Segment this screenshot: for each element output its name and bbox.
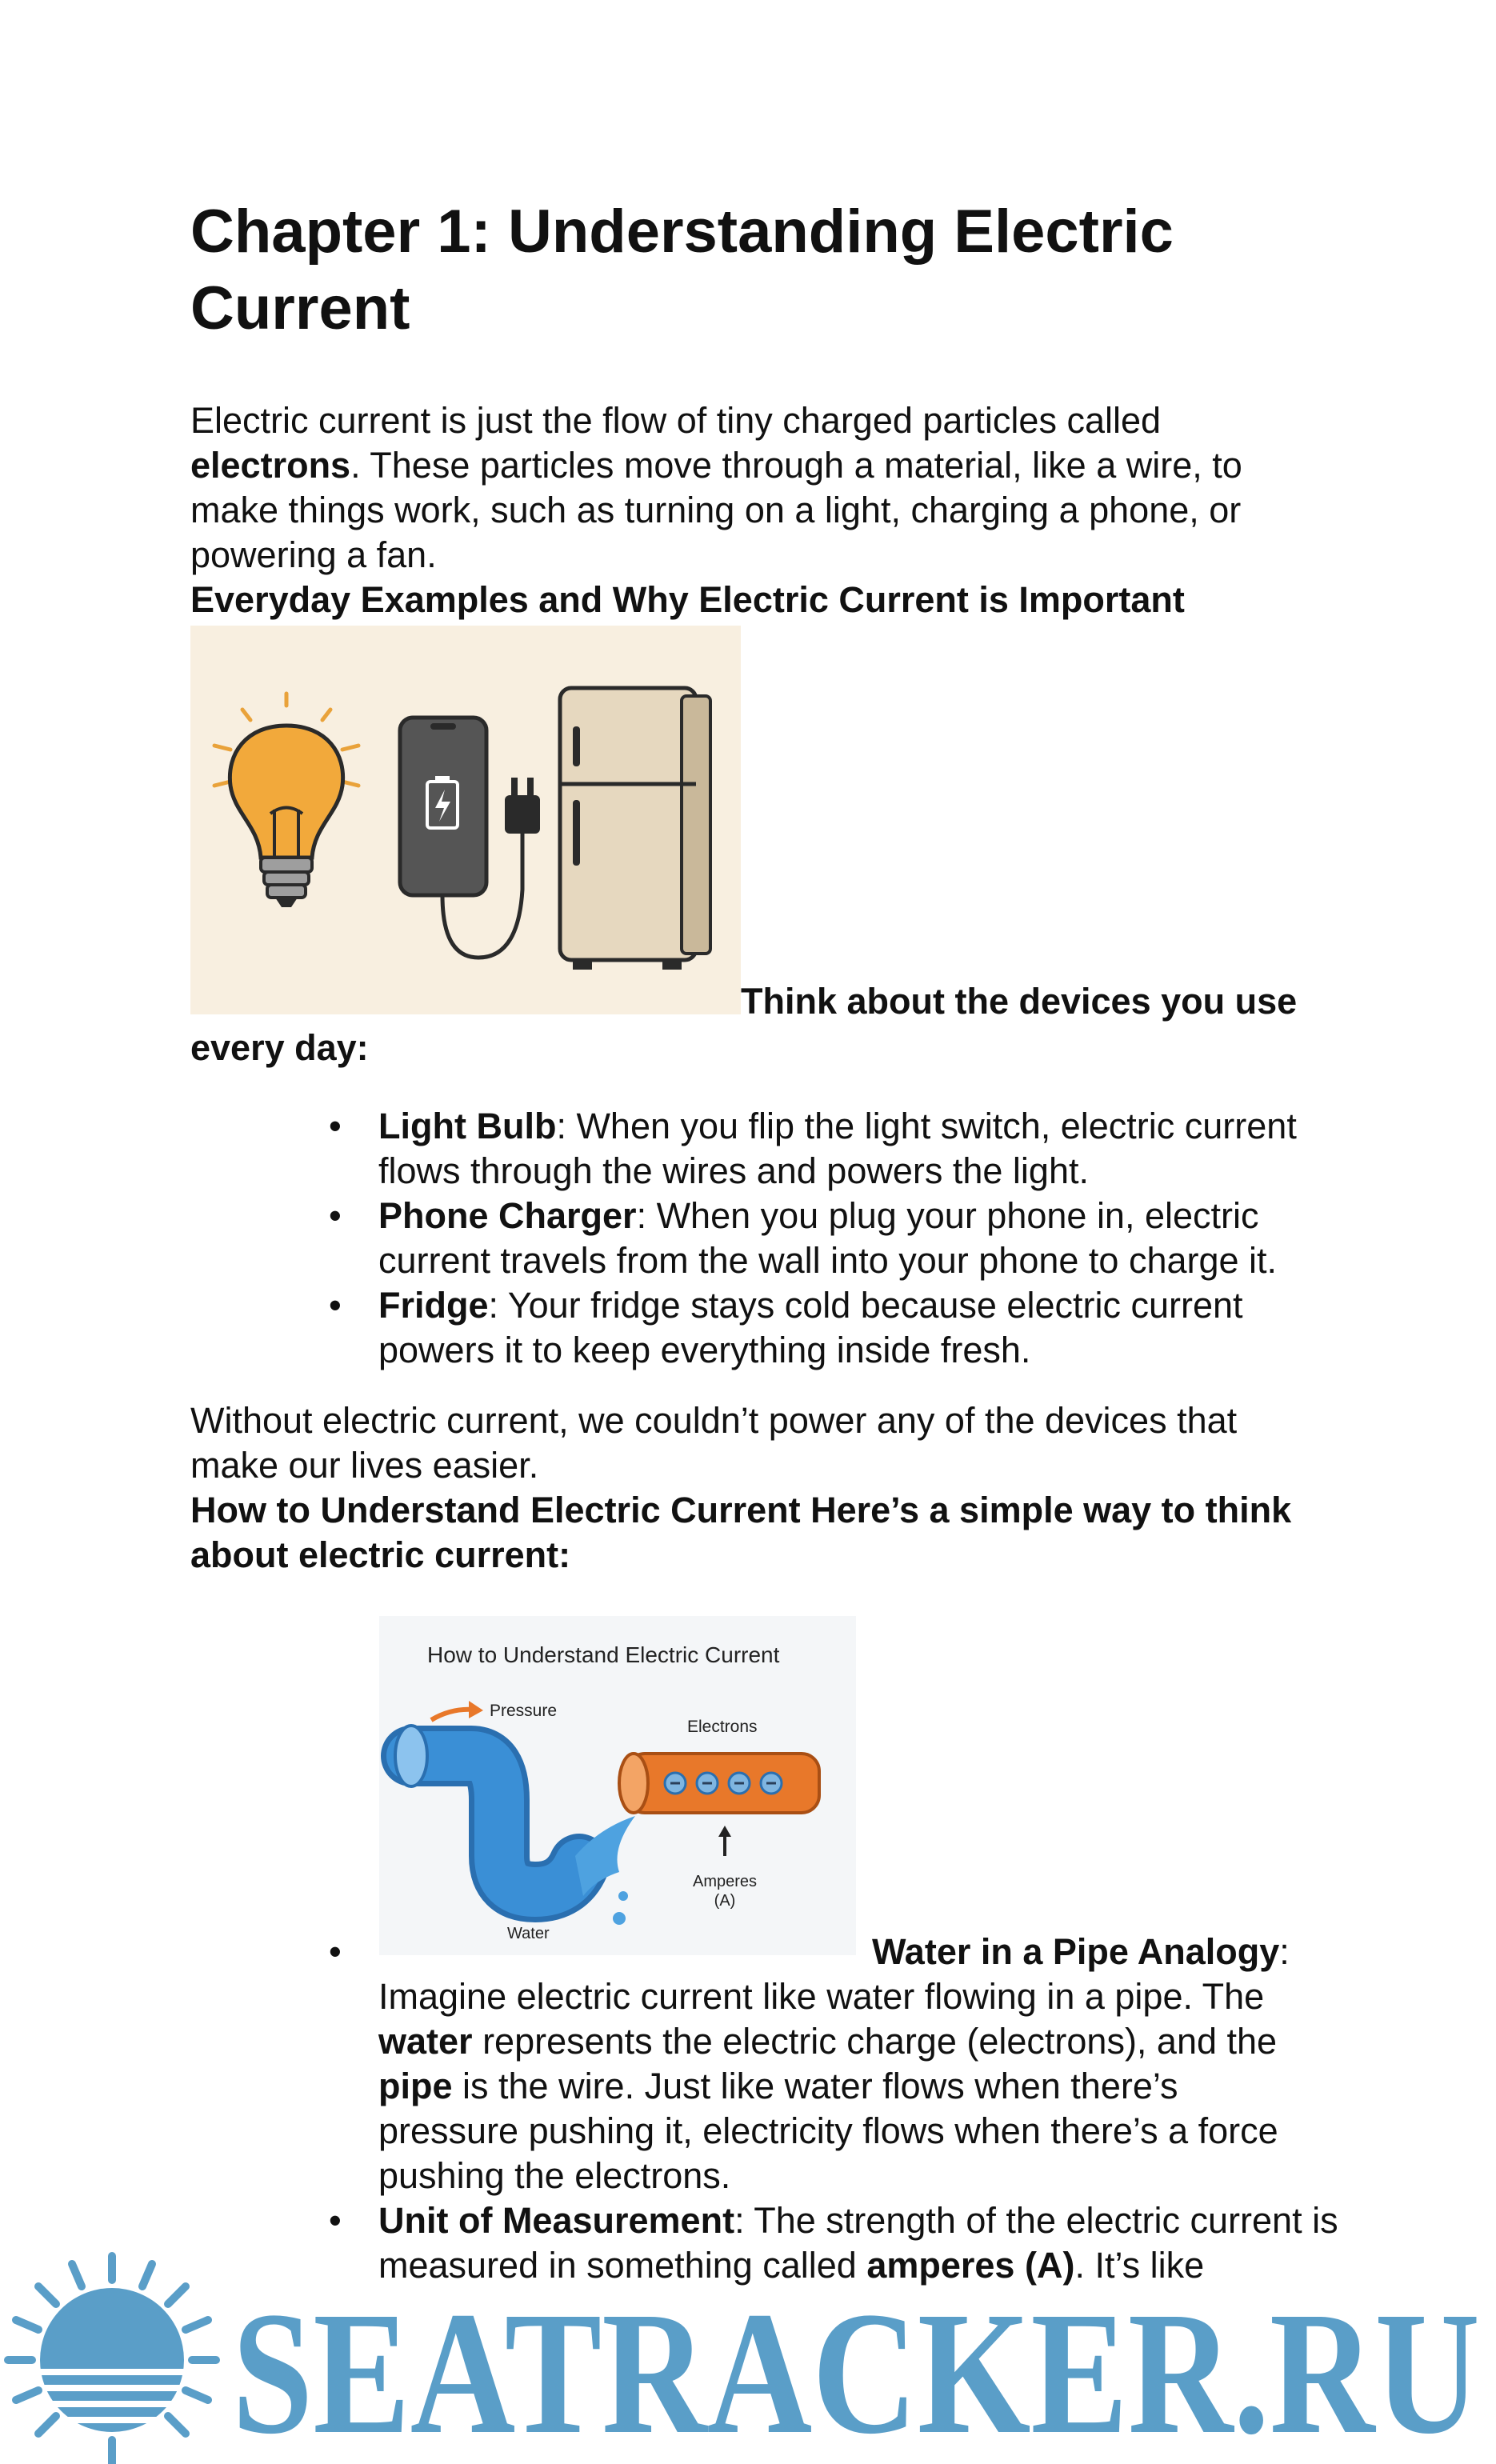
fridge-icon: [560, 688, 710, 970]
analogy-paragraph: Imagine electric current like water flowing in a pipe. The water represents the electric charge (electrons), and the pipe is the wire. Just like water flows when there’s pressure pushing it, electricity flows when there’s a force pushing the electrons.: [378, 1976, 1278, 2196]
diagram-title: How to Understand Electric Current: [427, 1642, 780, 1667]
wire-tube-icon: [619, 1754, 819, 1813]
devices-caption-end: every day:: [190, 1027, 369, 1068]
list-item: • Unit of Measurement: The strength of the electric current is measured in something called amperes (A). It’s like: [329, 2200, 1338, 2286]
intro-paragraph: Electric current is just the flow of tiny charged particles called electrons. These particles move through a material, like a wire, to make things work, such as turning on a light, charging a phone, or powering a fan.: [190, 400, 1242, 575]
section-heading-understand: How to Understand Electric Current Here’s a simple way to think about electric current:: [190, 1490, 1292, 1575]
bullet-analogy: •: [329, 1931, 342, 1972]
watermark-logo: [0, 2240, 1496, 2464]
devices-caption-start: Think about the devices you use: [741, 981, 1298, 1022]
list-item: • Fridge: Your fridge stays cold because electric current powers it to keep everything inside fresh.: [329, 1285, 1243, 1370]
phone-charger-icon: [400, 718, 540, 958]
amperes-arrow-icon: [718, 1826, 731, 1856]
chapter-title: Chapter 1: Understanding Electric Current: [190, 198, 1174, 342]
water-label: Water: [507, 1925, 550, 1942]
pressure-label: Pressure: [490, 1702, 558, 1720]
watermark-text: SEATRACKER.RU: [232, 2275, 1480, 2464]
amperes-label: Amperes: [692, 1873, 758, 1890]
water-pipe-icon: [395, 1726, 635, 1925]
list-item: • Phone Charger: When you plug your phone in, electric current travels from the wall into your phone to charge it.: [329, 1195, 1278, 1281]
without-current-paragraph: Without electric current, we couldn’t power any of the devices that make our lives easier.: [190, 1400, 1238, 1486]
sun-logo-icon: [8, 2256, 216, 2464]
devices-illustration: [190, 626, 741, 1014]
list-item: • Light Bulb: When you flip the light switch, electric current flows through the wires and powers the light.: [329, 1106, 1297, 1191]
pipe-diagram-svg: [379, 1616, 856, 1955]
pressure-arrow-icon: [431, 1701, 483, 1720]
section-heading-everyday: Everyday Examples and Why Electric Current is Important: [190, 579, 1185, 620]
pipe-analogy-diagram: [379, 1616, 856, 1955]
amperes-unit-label: (A): [714, 1892, 736, 1910]
electrons-label: Electrons: [687, 1718, 758, 1736]
devices-svg: [190, 626, 741, 1014]
analogy-term-line: Water in a Pipe Analogy:: [872, 1931, 1290, 1972]
examples-list: [329, 1104, 1338, 1373]
light-bulb-icon: [214, 694, 358, 907]
